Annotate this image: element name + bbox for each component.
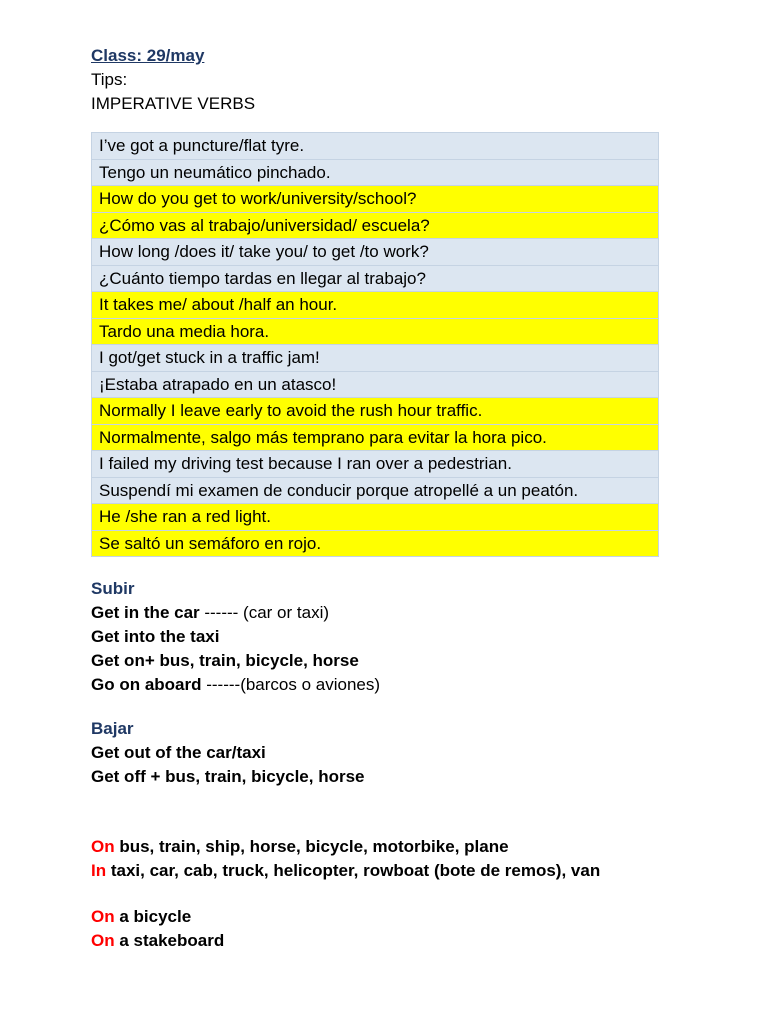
phrase-text: Suspendí mi examen de conducir porque atropellé a un peatón. <box>92 477 659 504</box>
phrase-text: Tengo un neumático pinchado. <box>92 159 659 186</box>
bajar-line: Get out of the car/taxi <box>91 743 266 762</box>
phrase-row <box>92 133 659 160</box>
example-line <box>91 905 671 929</box>
phrase-row <box>92 292 659 319</box>
subir-line <box>91 601 671 625</box>
subir-line <box>91 673 671 697</box>
phrase-row <box>92 424 659 451</box>
phrase-text: ¡Estaba atrapado en un atasco! <box>92 371 659 398</box>
preposition-preposition: In <box>91 861 107 880</box>
phrase-row <box>92 212 659 239</box>
bajar-line: Get off + bus, train, bicycle, horse <box>91 767 365 786</box>
preposition-text: taxi, car, cab, truck, helicopter, rowboat (bote de remos), van <box>106 861 601 880</box>
phrase-text: How do you get to work/university/school? <box>92 186 659 213</box>
subir-note: ------ (car or taxi) <box>199 603 330 622</box>
class-title: Class: 29/may <box>91 46 205 65</box>
phrase-text: How long /does it/ take you/ to get /to work? <box>92 239 659 266</box>
preposition-line <box>91 859 671 883</box>
subir-phrase: Get into the taxi <box>91 627 220 646</box>
preposition-line <box>91 835 671 859</box>
subir-line <box>91 625 671 649</box>
subir-note: ------(barcos o aviones) <box>201 675 381 694</box>
phrase-text: Se saltó un semáforo en rojo. <box>92 530 659 557</box>
phrase-row <box>92 371 659 398</box>
preposition-text: bus, train, ship, horse, bicycle, motorbike, plane <box>114 837 509 856</box>
phrase-row <box>92 239 659 266</box>
example-preposition: On <box>91 931 115 950</box>
phrase-row <box>92 345 659 372</box>
phrase-row <box>92 504 659 531</box>
phrase-text: Normalmente, salgo más temprano para evitar la hora pico. <box>92 424 659 451</box>
phrase-text: I got/get stuck in a traffic jam! <box>92 345 659 372</box>
prepositions-section <box>91 835 671 883</box>
example-text: a bicycle <box>114 907 192 926</box>
phrase-row <box>92 530 659 557</box>
subir-phrase: Go on aboard <box>91 675 202 694</box>
examples-section <box>91 905 671 953</box>
example-preposition: On <box>91 907 115 926</box>
tips-label: Tips: <box>91 70 128 89</box>
phrase-row <box>92 318 659 345</box>
phrase-text: ¿Cuánto tiempo tardas en llegar al trabajo? <box>92 265 659 292</box>
subtitle: IMPERATIVE VERBS <box>91 94 256 113</box>
phrase-text: ¿Cómo vas al trabajo/universidad/ escuela? <box>92 212 659 239</box>
phrase-row <box>92 477 659 504</box>
subir-heading: Subir <box>91 579 135 598</box>
phrase-text: I failed my driving test because I ran over a pedestrian. <box>92 451 659 478</box>
example-text: a stakeboard <box>114 931 225 950</box>
phrase-text: Normally I leave early to avoid the rush hour traffic. <box>92 398 659 425</box>
subir-section <box>91 577 671 697</box>
document-page <box>91 44 671 953</box>
phrase-row <box>92 451 659 478</box>
bajar-section <box>91 717 671 789</box>
phrases-table <box>91 132 659 557</box>
preposition-preposition: On <box>91 837 115 856</box>
subir-phrase: Get in the car <box>91 603 200 622</box>
phrase-row <box>92 159 659 186</box>
example-line <box>91 929 671 953</box>
phrase-text: I’ve got a puncture/flat tyre. <box>92 133 659 160</box>
phrase-text: It takes me/ about /half an hour. <box>92 292 659 319</box>
phrase-row <box>92 265 659 292</box>
phrase-row <box>92 398 659 425</box>
phrase-text: He /she ran a red light. <box>92 504 659 531</box>
subir-line <box>91 649 671 673</box>
phrase-row <box>92 186 659 213</box>
phrase-text: Tardo una media hora. <box>92 318 659 345</box>
bajar-heading: Bajar <box>91 719 134 738</box>
subir-phrase: Get on+ bus, train, bicycle, horse <box>91 651 359 670</box>
